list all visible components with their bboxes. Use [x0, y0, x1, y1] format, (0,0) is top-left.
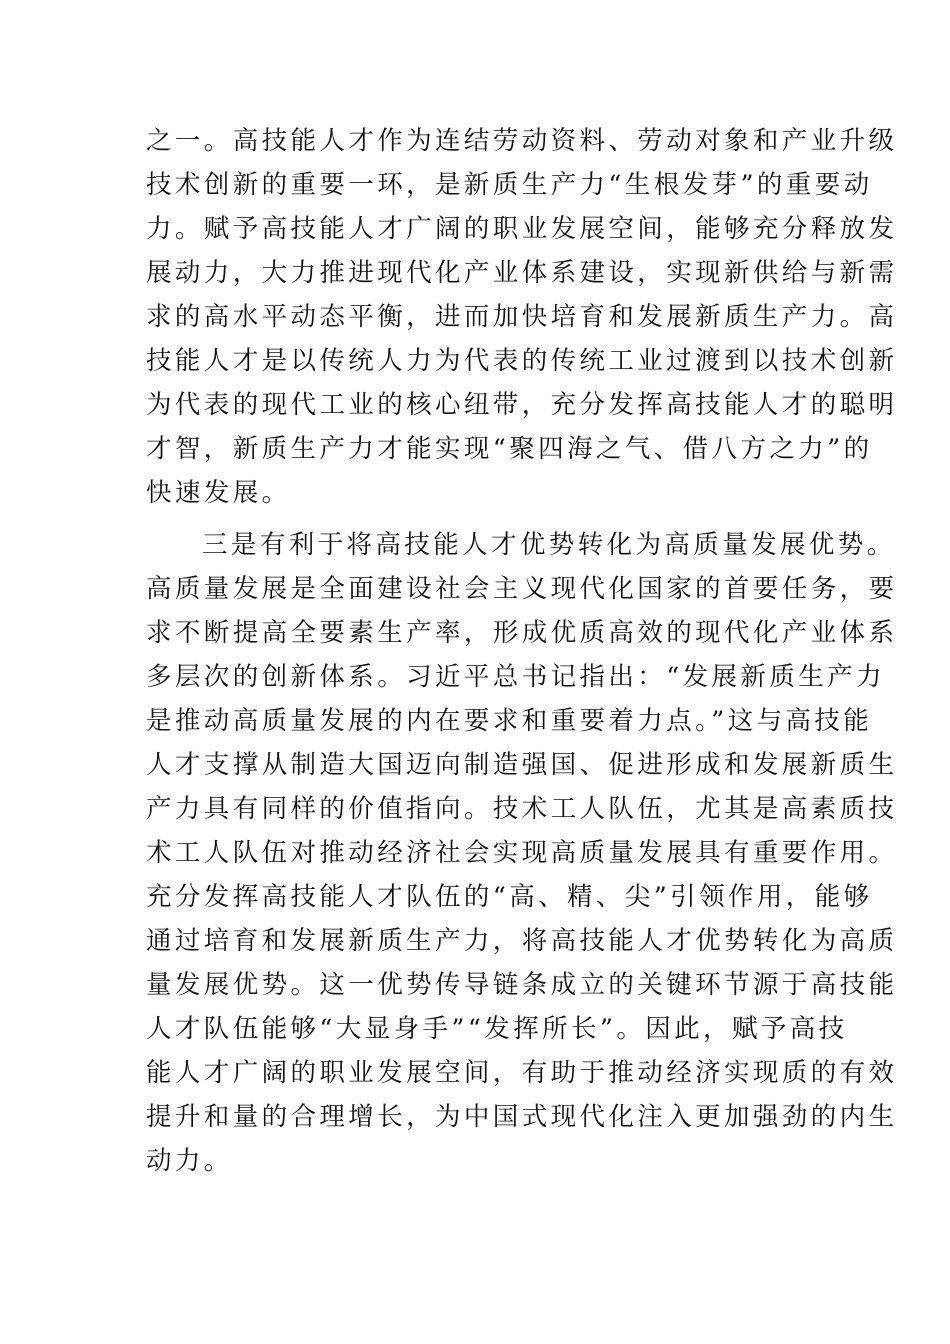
- text-line: 动力。: [146, 1146, 233, 1176]
- text-line: 才智，新质生产力才能实现“聚四海之气、借八方之力”的: [146, 434, 873, 464]
- text-line: 人才支撑从制造大国迈向制造强国、促进形成和发展新质生: [146, 750, 898, 780]
- text-line: 术工人队伍对推动经济社会实现高质量发展具有重要作用。: [146, 838, 898, 868]
- text-line: 产力具有同样的价值指向。技术工人队伍，尤其是高素质技: [146, 794, 898, 824]
- text-line: 力。赋予高技能人才广阔的职业发展空间，能够充分释放发: [146, 214, 898, 244]
- text-line: 是推动高质量发展的内在要求和重要着力点。”这与高技能: [146, 706, 873, 736]
- text-line: 技术创新的重要一环，是新质生产力“生根发芽”的重要动: [146, 170, 873, 200]
- text-line: 通过培育和发展新质生产力，将高技能人才优势转化为高质: [146, 926, 898, 956]
- text-line: 人才队伍能够“大显身手”“发挥所长”。因此，赋予高技: [146, 1014, 848, 1044]
- text-line: 求不断提高全要素生产率，形成优质高效的现代化产业体系: [146, 618, 898, 648]
- paragraph-heading-line: 三是有利于将高技能人才优势转化为高质量发展优势。: [202, 530, 896, 560]
- text-line: 提升和量的合理增长，为中国式现代化注入更加强劲的内生: [146, 1102, 898, 1132]
- text-line: 技能人才是以传统人力为代表的传统工业过渡到以技术创新: [146, 346, 898, 376]
- text-line: 能人才广阔的职业发展空间，有助于推动经济实现质的有效: [146, 1058, 898, 1088]
- text-line: 快速发展。: [146, 478, 291, 508]
- text-line: 多层次的创新体系。习近平总书记指出：“发展新质生产力: [146, 662, 885, 692]
- text-line: 为代表的现代工业的核心纽带，充分发挥高技能人才的聪明: [146, 390, 898, 420]
- text-line: 高质量发展是全面建设社会主义现代化国家的首要任务，要: [146, 574, 898, 604]
- text-line: 展动力，大力推进现代化产业体系建设，实现新供给与新需: [146, 258, 898, 288]
- text-line: 求的高水平动态平衡，进而加快培育和发展新质生产力。高: [146, 302, 898, 332]
- text-line: 之一。高技能人才作为连结劳动资料、劳动对象和产业升级: [146, 126, 898, 156]
- text-line: 量发展优势。这一优势传导链条成立的关键环节源于高技能: [146, 970, 898, 1000]
- text-line: 充分发挥高技能人才队伍的“高、精、尖”引领作用，能够: [146, 882, 873, 912]
